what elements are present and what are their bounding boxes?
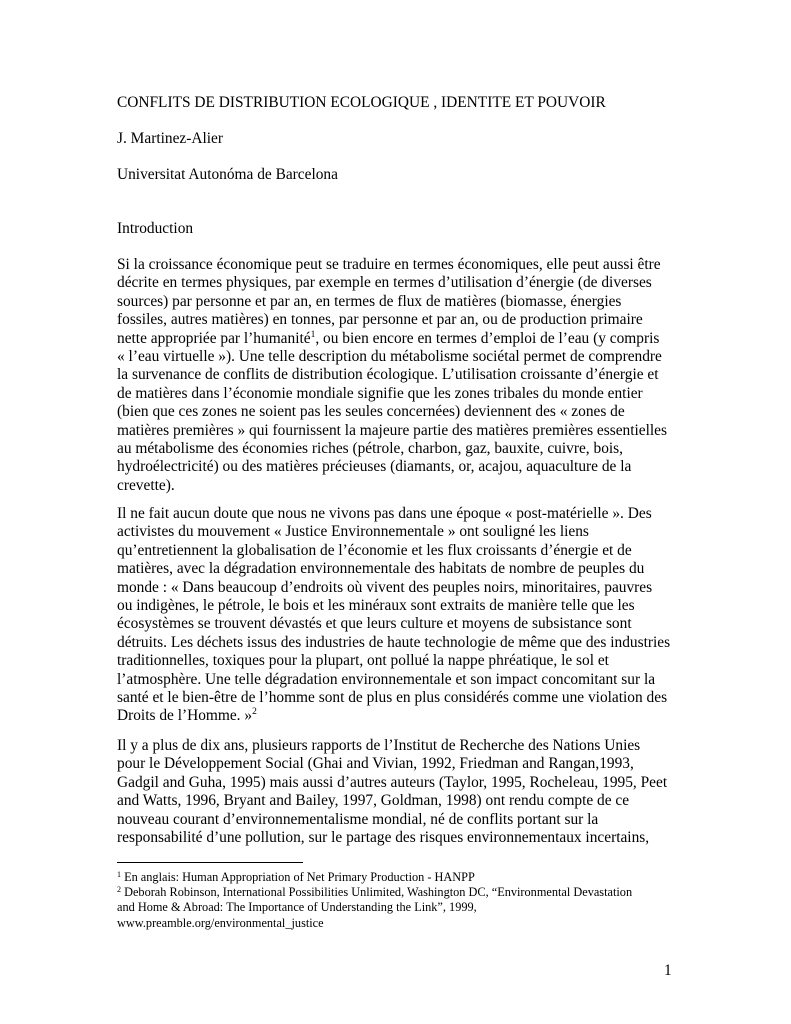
paragraph-line: Si la croissance économique peut se traduire en termes économiques, elle peut aussi être [117,256,661,273]
footnote-marker: 2 [117,885,121,895]
paragraph-line: l’atmosphère. Une telle dégradation environnementale et son impact concomitant sur la [117,670,656,688]
paragraph-line: Il y a plus de dix ans, plusieurs rapports de l’Institut de Recherche des Nations Unies [117,737,641,754]
paragraph-line: la survenance de conflits de distribution écologique. L’utilisation croissante d’énergie et [117,366,659,384]
paragraph-line: écosystèmes se trouvent dévastés et que leurs culture et moyens de subsistance sont [117,615,632,633]
title-text: CONFLITS DE DISTRIBUTION ECOLOGIQUE , IDENTITE ET POUVOIR [117,94,606,111]
paragraph-text: Droits de l’Homme. » [117,707,253,725]
paragraph-line: détruits. Les déchets issus des industries de haute technologie de même que des industries [117,633,671,651]
paragraph-text: nette appropriée par l’humanité [117,329,311,347]
author-text: J. Martinez-Alier [117,130,223,147]
paragraph-line: au métabolisme des économies riches (pétrole, charbon, gaz, bauxite, cuivre, bois, [117,440,624,458]
paragraph-line: matières premières » qui fournissent la majeure partie des matières premières essentielles [117,421,668,439]
paragraph-line: sources) par personne et par an, en termes de flux de matières (biomasse, énergies [117,292,622,310]
section-heading-text: Introduction [117,220,194,237]
paragraph-line: décrite en termes physiques, par exemple en termes d’utilisation d’énergie (de diverses [117,274,652,292]
footnote-text: Deborah Robinson, International Possibilities Unlimited, Washington DC, “Environmental Devastation [124,885,633,900]
paragraph-line: monde : « Dans beaucoup d’endroits où vivent des peuples noirs, minoritaires, pauvres [117,578,653,596]
footnote-ref-2[interactable]: 2 [252,707,257,718]
footnote-line: and Home & Abroad: The Importance of Understanding the Link”, 1999, [117,900,477,915]
paragraph-line: responsabilité d’une pollution, sur le partage des risques environnementaux incertains, [117,829,650,847]
document-title [117,94,682,112]
paragraph-line: fossiles, autres matières) en tonnes, par personne et par an, ou de production primaire [117,311,643,329]
footnote-2 [117,885,682,900]
paragraph-line: crevette). [117,476,175,494]
paragraph-line: and Watts, 1996, Bryant and Bailey, 1997, Goldman, 1998) ont rendu compte de ce [117,792,630,810]
footnote-marker: 1 [117,870,121,879]
paragraph-line: activistes du mouvement « Justice Environnementale » ont souligné les liens [117,523,589,541]
paragraph-line-with-footnote [117,330,682,348]
footnote-ref-1[interactable]: 1 [310,329,316,340]
paragraph-line: matières, avec la dégradation environnementale des habitats de nombre de peuples du [117,560,645,578]
footnote-link[interactable]: www.preamble.org/environmental_justice [117,915,324,930]
paragraph-line: traditionnelles, toxiques pour la plupart, ont pollué la nappe phréatique, le sol et [117,652,609,670]
paragraph-text: , ou bien encore en termes d’emploi de l’eau (y compris [315,329,660,347]
paragraph-line: Il ne fait aucun doute que nous ne vivons pas dans une époque « post-matérielle ». Des [117,505,652,522]
author-name [117,130,682,148]
footnote-text: En anglais: Human Appropriation of Net Primary Production - HANPP [124,870,475,884]
section-heading [117,220,682,238]
paragraph-line: santé et le bien-être de l’homme sont de plus en plus considérés comme une violation des [117,689,668,707]
page-number: 1 [664,962,672,979]
paragraph-line: de matières dans l’économie mondiale signifie que les zones tribales du monde entier [117,384,643,402]
paragraph-2 [117,505,682,726]
paragraph-line: nouveau courant d’environnementalisme mondial, né de conflits portant sur la [117,810,599,828]
affiliation-text: Universitat Autonóma de Barcelona [117,166,338,183]
paragraph-line: ou indigènes, le pétrole, le bois et les minéraux sont extraits de manière telle que les [117,597,635,615]
paragraph-line: pour le Développement Social (Ghai and Vivian, 1992, Friedman and Rangan,1993, [117,755,634,773]
paragraph-line: « l’eau virtuelle »). Une telle description du métabolisme sociétal permet de comprendre [117,348,662,366]
paragraph-3 [117,737,682,847]
footnotes [117,870,682,931]
paragraph-1 [117,256,682,495]
paragraph-line: Gadgil and Guha, 1995) mais aussi d’autres auteurs (Taylor, 1995, Rocheleau, 1995, Peet [117,773,668,791]
paragraph-line: hydroélectricité) ou des matières précieuses (diamants, or, acajou, aquaculture de la [117,458,632,476]
paragraph-line: (bien que ces zones ne soient pas les seules concernées) deviennent des « zones de [117,403,625,421]
footnote-separator [117,862,303,863]
author-affiliation [117,166,682,184]
paragraph-line-with-footnote [117,707,682,725]
paragraph-line: qu’entretiennent la globalisation de l’économie et les flux croissants d’énergie et de [117,541,632,559]
footnote-1 [117,870,682,885]
